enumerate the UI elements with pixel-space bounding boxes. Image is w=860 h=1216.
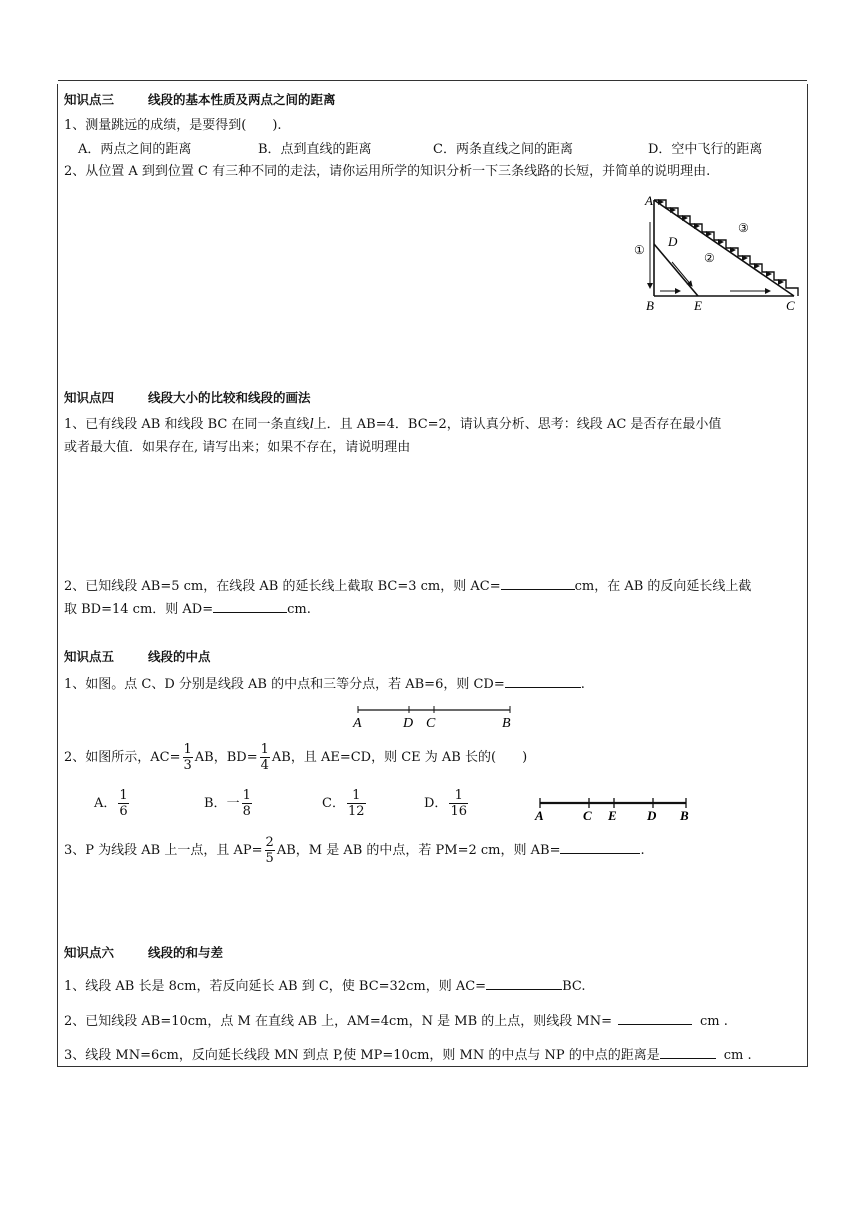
s5-q2-option-c: C． $\frac{1}{12}$ (322, 788, 365, 819)
section-3-title (64, 92, 336, 108)
s3-q1-option-a: A．两点之间的距离 (78, 142, 192, 157)
s6-question-3: 3、线段 MN=6cm，反向延长线段 MN 到点 P,使 MP=10cm，则 MN 的中点与 NP 的中点的距离是 cm . (64, 1048, 752, 1063)
answer-blank[interactable] (486, 977, 562, 990)
s5-q2-option-d: D． $\frac{1}{16}$ (424, 788, 467, 819)
answer-blank[interactable] (213, 600, 287, 613)
label-d: D (403, 716, 414, 730)
section-5-title (64, 649, 211, 665)
answer-blank[interactable] (618, 1012, 692, 1025)
s3-q1-option-d: D．空中飞行的距离 (648, 142, 763, 157)
answer-blank[interactable] (505, 675, 581, 688)
route-2-label: ② (704, 251, 715, 265)
s5-question-3: 3、P 为线段 AB 上一点，且 AP= $\frac{2}{5}$ AB，M 是 AB 的中点，若 PM=2 cm，则 AB= . (64, 835, 645, 866)
section-4-title (64, 390, 311, 406)
route-2-arrow (672, 262, 692, 286)
s3-question-2: 2、从位置 A 到到位置 C 有三种不同的走法，请你运用所学的知识分析一下三条线路的长短，并简单的说明理由. (64, 164, 711, 179)
label-a: A (645, 193, 653, 208)
section-number: 知识点六 (64, 945, 115, 960)
s5-q2-option-a: A． $\frac{1}{6}$ (94, 788, 128, 819)
s4-question-2-line-1: 2、已知线段 AB=5 cm，在线段 AB 的延长线上截取 BC=3 cm，则 AC= cm，在 AB 的反向延长线上截 (64, 579, 752, 594)
route-3-label: ③ (738, 221, 749, 235)
fraction: $\frac{1}{4}$ (260, 742, 269, 773)
s3-q1-option-c: C．两条直线之间的距离 (433, 142, 573, 157)
label-b: B (646, 298, 654, 312)
route-1-label: ① (634, 243, 645, 257)
line-l-symbol: l (309, 416, 314, 432)
label-c: C (786, 298, 795, 312)
s4-question-2-line-2: 取 BD=14 cm．则 AD= cm. (64, 602, 311, 617)
s6-question-1: 1、线段 AB 长是 8cm，若反向延长 AB 到 C，使 BC=32cm，则 AC= BC. (64, 979, 586, 994)
segment-figure-1 (350, 700, 520, 730)
section-6-title (64, 945, 223, 961)
s4-question-1-line-2: 或者最大值．如果存在, 请写出来；如果不存在，请说明理由 (64, 440, 411, 455)
answer-blank[interactable] (501, 577, 575, 590)
line-de (654, 244, 698, 296)
s3-q1-option-b: B．点到直线的距离 (258, 142, 372, 157)
section-heading: 线段的基本性质及两点之间的距离 (148, 92, 336, 107)
label-d: D (647, 808, 657, 823)
label-d: D (668, 234, 678, 249)
section-heading: 线段大小的比较和线段的画法 (148, 390, 311, 405)
section-number: 知识点五 (64, 649, 115, 664)
staircase-figure (630, 192, 808, 312)
label-b: B (680, 808, 689, 823)
s5-question-2: 2、如图所示，AC= $\frac{1}{3}$ AB，BD= $\frac{1}{4}$ AB，且 AE=CD，则 CE 为 AB 长的( ) (64, 742, 528, 773)
section-heading: 线段的和与差 (148, 945, 224, 960)
label-b: B (502, 716, 511, 730)
label-a: A (353, 716, 362, 730)
s5-q2-option-b: B．一 $\frac{1}{8}$ (204, 788, 251, 819)
section-number: 知识点四 (64, 390, 115, 405)
label-c: C (426, 716, 436, 730)
section-number: 知识点三 (64, 92, 115, 107)
answer-blank[interactable] (560, 841, 640, 854)
label-e: E (608, 808, 617, 823)
fraction: $\frac{1}{3}$ (183, 742, 192, 773)
s3-question-1: 1、测量跳远的成绩，是要得到( ). (64, 118, 282, 133)
top-rule (58, 80, 807, 81)
s6-question-2: 2、已知线段 AB=10cm，点 M 在直线 AB 上，AM=4cm，N 是 MB 的上点，则线段 MN= cm . (64, 1014, 728, 1029)
label-c: C (583, 808, 592, 823)
fraction: $\frac{2}{5}$ (265, 835, 274, 866)
label-e: E (694, 298, 702, 312)
segment-figure-2 (530, 793, 700, 823)
section-heading: 线段的中点 (148, 649, 211, 664)
s5-question-1: 1、如图。点 C、D 分别是线段 AB 的中点和三等分点，若 AB=6，则 CD= . (64, 677, 585, 692)
s4-question-1-line-1: 1、已有线段 AB 和线段 BC 在同一条直线l上．且 AB=4．BC=2，请认真分析、思考：线段 AC 是否存在最小值 (64, 416, 722, 432)
label-a: A (535, 808, 544, 823)
answer-blank[interactable] (660, 1046, 716, 1059)
